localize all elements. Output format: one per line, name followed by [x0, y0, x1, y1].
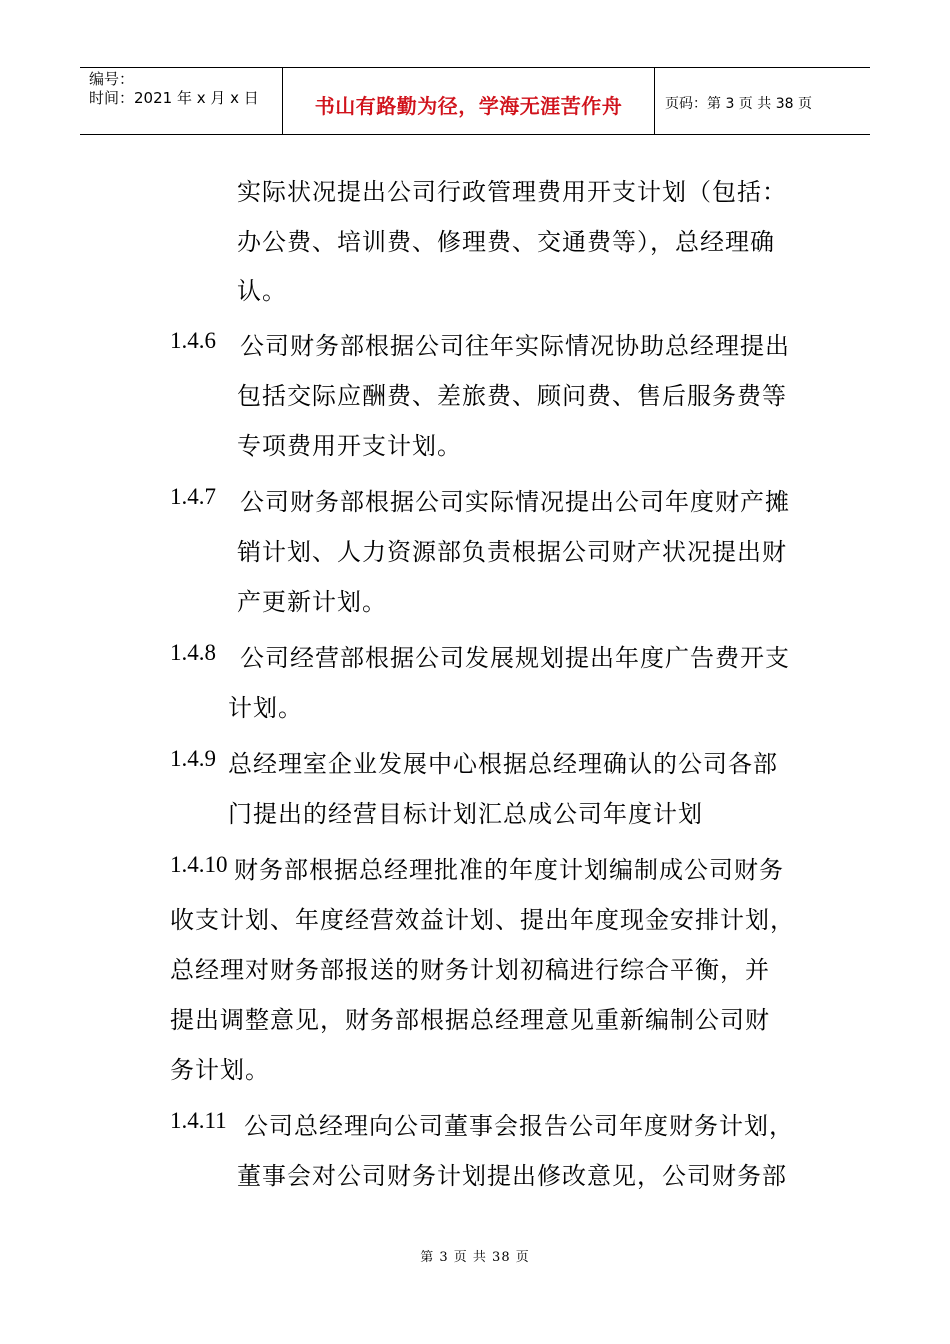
paragraph-line: 提出调整意见，财务部根据总经理意见重新编制公司财: [170, 1006, 770, 1034]
paragraph-line: 财务部根据总经理批准的年度计划编制成公司财务: [234, 856, 784, 884]
paragraph-line: 总经理室企业发展中心根据总经理确认的公司各部: [228, 750, 778, 778]
paragraph-line: 专项费用开支计划。: [237, 432, 462, 460]
paragraph-line: 产更新计划。: [237, 588, 387, 616]
paragraph-line: 收支计划、年度经营效益计划、提出年度现金安排计划，: [170, 906, 795, 934]
header-motto: 书山有路勤为径，学海无涯苦作舟: [314, 93, 623, 118]
page-footer: [0, 1246, 950, 1265]
header-page-info: 页码：第 3 页 共 38 页: [665, 96, 812, 112]
page-header: [80, 67, 870, 135]
section-number: 1.4.6: [170, 328, 216, 353]
paragraph-line: 办公费、培训费、修理费、交通费等），总经理确: [237, 228, 775, 256]
paragraph-line: 门提出的经营目标计划汇总成公司年度计划: [228, 800, 703, 828]
header-motto-cell: [283, 68, 655, 134]
paragraph-line: 务计划。: [170, 1056, 270, 1084]
paragraph-line: 包括交际应酬费、差旅费、顾问费、售后服务费等: [237, 382, 787, 410]
paragraph-line: 公司财务部根据公司往年实际情况协助总经理提出: [240, 332, 790, 360]
paragraph-line: 公司财务部根据公司实际情况提出公司年度财产摊: [240, 488, 790, 516]
paragraph-line: 董事会对公司财务计划提出修改意见，公司财务部: [237, 1162, 787, 1190]
paragraph-line: 公司总经理向公司董事会报告公司年度财务计划，: [244, 1112, 794, 1140]
section-number: 1.4.11: [170, 1108, 227, 1133]
footer-page-number: 第 3 页 共 38 页: [420, 1250, 530, 1265]
document-number-label: 编号：: [89, 70, 135, 88]
section-number: 1.4.10: [170, 852, 228, 877]
header-page-cell: [655, 68, 870, 134]
header-meta-cell: [80, 68, 283, 134]
section-number: 1.4.7: [170, 484, 216, 509]
document-time-label: 时间：2021 年 x 月 x 日: [89, 89, 259, 107]
paragraph-line: 计划。: [228, 694, 303, 722]
section-number: 1.4.9: [170, 746, 216, 771]
section-number: 1.4.8: [170, 640, 216, 665]
paragraph-line: 销计划、人力资源部负责根据公司财产状况提出财: [237, 538, 787, 566]
paragraph-line: 总经理对财务部报送的财务计划初稿进行综合平衡，并: [170, 956, 770, 984]
paragraph-line: 认。: [237, 277, 287, 305]
paragraph-line: 实际状况提出公司行政管理费用开支计划（包括：: [237, 178, 787, 206]
paragraph-line: 公司经营部根据公司发展规划提出年度广告费开支: [240, 644, 790, 672]
